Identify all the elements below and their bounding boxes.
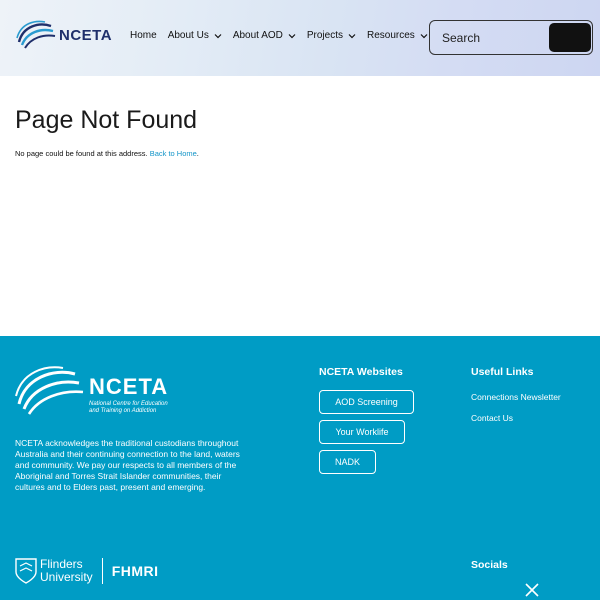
footer-logo-text xyxy=(89,374,189,415)
logo-subtitle-line: National Centre for Education xyxy=(89,401,168,407)
nav-label: Projects xyxy=(306,30,343,41)
search-button[interactable] xyxy=(549,23,591,52)
nav-label: Resources xyxy=(366,30,415,41)
nav-about-us[interactable] xyxy=(168,30,222,41)
useful-links-heading: Useful Links xyxy=(471,366,534,378)
nav-home[interactable] xyxy=(130,30,157,41)
nav-label: About Us xyxy=(167,30,209,41)
fhmri-logo[interactable]: FHMRI xyxy=(111,563,159,579)
search-placeholder: Search xyxy=(442,31,481,45)
logo-text: NCETA xyxy=(59,26,113,44)
back-to-home-link[interactable]: Back to Home xyxy=(149,149,197,158)
nav-resources[interactable] xyxy=(367,30,428,41)
footer-logo-subtitle xyxy=(89,401,189,415)
aod-screening-button[interactable]: AOD Screening xyxy=(319,390,414,414)
not-found-message xyxy=(15,149,585,158)
search-input[interactable] xyxy=(429,20,593,55)
site-header xyxy=(0,0,600,76)
nav-label: About AOD xyxy=(232,30,283,41)
chevron-down-icon xyxy=(348,32,356,40)
flinders-line: Flinders xyxy=(40,557,83,572)
logo-subtitle-line: and Training on Addiction xyxy=(89,408,157,415)
page-title: Page Not Found xyxy=(15,106,198,134)
your-worklife-button[interactable]: Your Worklife xyxy=(319,420,405,444)
nceta-wave-icon xyxy=(15,20,57,50)
websites-heading: NCETA Websites xyxy=(319,366,403,378)
main-nav xyxy=(130,30,439,41)
nav-projects[interactable] xyxy=(307,30,356,41)
nceta-wave-icon xyxy=(15,366,85,416)
chevron-down-icon xyxy=(288,32,296,40)
nav-about-aod[interactable] xyxy=(233,30,296,41)
message-text: No page could be found at this address. xyxy=(15,149,148,158)
flinders-university-logo[interactable] xyxy=(40,558,93,583)
footer-logo[interactable] xyxy=(15,366,189,416)
footer-logo-name: NCETA xyxy=(89,374,169,399)
socials-heading: Socials xyxy=(471,559,508,571)
logo-divider xyxy=(102,558,103,584)
nadk-button[interactable]: NADK xyxy=(319,450,376,474)
nav-label: Home xyxy=(130,30,157,41)
x-icon[interactable] xyxy=(525,583,539,597)
nceta-logo[interactable] xyxy=(15,20,112,50)
flinders-crest-icon xyxy=(15,558,37,584)
main-content xyxy=(15,106,585,158)
site-footer xyxy=(0,336,600,600)
chevron-down-icon xyxy=(214,32,222,40)
partner-logos xyxy=(15,558,159,584)
contact-us-link[interactable]: Contact Us xyxy=(471,413,514,423)
flinders-line: University xyxy=(40,570,93,584)
message-suffix: . xyxy=(196,149,199,158)
acknowledgement-text: NCETA acknowledges the traditional custodians throughout Australia and their continuing connection to the land, waters and community. We pay our respects to all members of the Aboriginal and Torres Strait Islander communities, their cultures and to Elders past, present and emerging. xyxy=(15,438,240,493)
chevron-down-icon xyxy=(420,32,428,40)
connections-newsletter-link[interactable]: Connections Newsletter xyxy=(471,392,561,402)
